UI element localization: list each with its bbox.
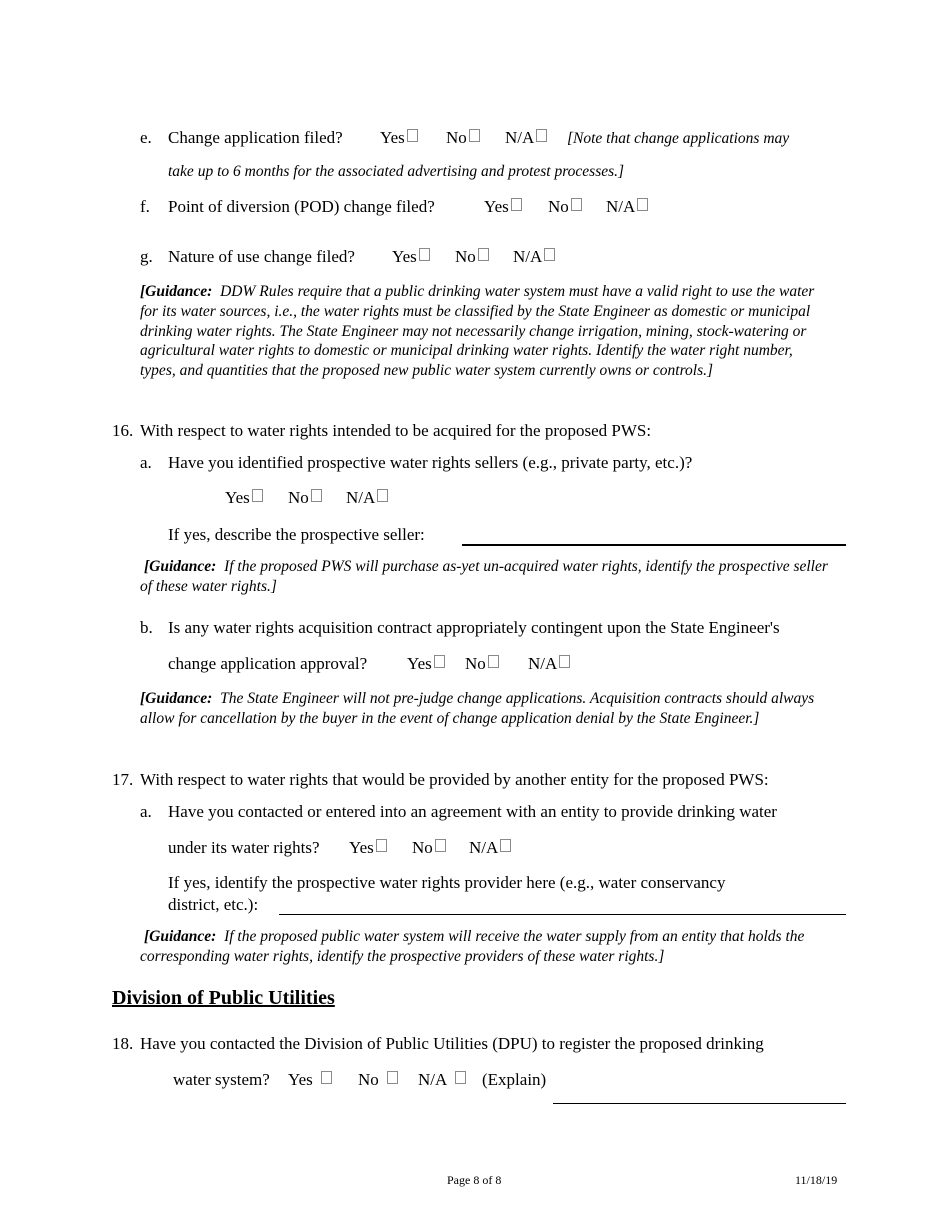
item-f-yes: Yes <box>484 197 522 217</box>
item-f-no: No <box>548 197 582 217</box>
item-e-na-checkbox[interactable] <box>536 129 547 142</box>
q16b-yes: Yes <box>407 654 445 674</box>
q16b-na-checkbox[interactable] <box>559 655 570 668</box>
q17-text: With respect to water rights that would be provided by another entity for the proposed PWS: <box>140 770 769 789</box>
item-g-question: Nature of use change filed? <box>168 247 355 266</box>
item-e-na: N/A <box>505 128 547 148</box>
item-f-yes-checkbox[interactable] <box>511 198 522 211</box>
q17a-no-checkbox[interactable] <box>435 839 446 852</box>
item-e-marker: e. <box>140 128 152 147</box>
q16a-no-checkbox[interactable] <box>311 489 322 502</box>
item-g-yes: Yes <box>392 247 430 267</box>
q16b-na: N/A <box>528 654 570 674</box>
q17a-marker: a. <box>140 802 152 821</box>
q18-na-checkbox[interactable] <box>455 1071 466 1084</box>
q18-text-continued: water system? <box>173 1070 270 1089</box>
item-f-no-checkbox[interactable] <box>571 198 582 211</box>
q17a-question-continued: under its water rights? <box>168 838 320 857</box>
q16a-no: No <box>288 488 322 508</box>
q16a-yes-checkbox[interactable] <box>252 489 263 502</box>
q16a-if-yes-label: If yes, describe the prospective seller: <box>168 525 425 544</box>
q17a-provider-field[interactable] <box>279 914 846 915</box>
q16a-na-checkbox[interactable] <box>377 489 388 502</box>
q17a-na: N/A <box>469 838 511 858</box>
item-f-marker: f. <box>140 197 150 216</box>
item-e-yes: Yes <box>380 128 418 148</box>
guidance-acquisition-contracts: [Guidance: The State Engineer will not pre-judge change applications. Acquisition contracts should always allow for cancellation by the buyer in the event of change application denial by the State Engineer.] <box>140 690 815 727</box>
q18-text: Have you contacted the Division of Public Utilities (DPU) to register the proposed drinking <box>140 1034 764 1053</box>
page-number: Page 8 of 8 <box>447 1173 502 1187</box>
item-f-na-checkbox[interactable] <box>637 198 648 211</box>
q18-explain-field[interactable] <box>553 1103 846 1104</box>
item-g-na: N/A <box>513 247 555 267</box>
q16b-question-continued: change application approval? <box>168 654 368 673</box>
q18-na: N/A <box>418 1070 466 1090</box>
q18-yes: Yes <box>288 1070 332 1090</box>
q17a-question: Have you contacted or entered into an agreement with an entity to provide drinking water <box>168 802 777 821</box>
q16b-marker: b. <box>140 618 153 637</box>
item-e-yes-checkbox[interactable] <box>407 129 418 142</box>
q16a-yes: Yes <box>225 488 263 508</box>
q16b-no: No <box>465 654 499 674</box>
q17a-yes: Yes <box>349 838 387 858</box>
q18-yes-checkbox[interactable] <box>321 1071 332 1084</box>
section-heading: Division of Public Utilities <box>112 987 335 1009</box>
q17-number: 17. <box>112 770 134 789</box>
item-f-na: N/A <box>606 197 648 217</box>
q16a-question: Have you identified prospective water rights sellers (e.g., private party, etc.)? <box>168 453 693 472</box>
q16a-seller-field[interactable] <box>462 544 846 546</box>
q18-no-checkbox[interactable] <box>387 1071 398 1084</box>
q17a-if-yes-label: If yes, identify the prospective water rights provider here (e.g., water conservancy <box>168 873 726 892</box>
item-f-question: Point of diversion (POD) change filed? <box>168 197 435 216</box>
q17a-yes-checkbox[interactable] <box>376 839 387 852</box>
q16b-yes-checkbox[interactable] <box>434 655 445 668</box>
item-e-question: Change application filed? <box>168 128 343 147</box>
item-e-no-checkbox[interactable] <box>469 129 480 142</box>
guidance-water-rights: [Guidance: DDW Rules require that a public drinking water system must have a valid right to use the water for its water sources, i.e., the water rights must be classified by the State Engineer as domestic or municipal drinking water rights. The State Engineer may not necessarily change irrigation, mining, stock-watering or agricultural water rights to domestic or municipal drinking water rights. Identify the water right number, types, and quantities that the proposed new public water system currently owns or controls.] <box>140 283 815 380</box>
q17a-na-checkbox[interactable] <box>500 839 511 852</box>
item-e-no: No <box>446 128 480 148</box>
q18-no: No <box>358 1070 398 1090</box>
item-e-note: [Note that change applications may <box>567 130 790 147</box>
item-g-yes-checkbox[interactable] <box>419 248 430 261</box>
guidance-prospective-providers: [Guidance: If the proposed public water system will receive the water supply from an entity that holds the corresponding water rights, identify the prospective providers of these water rights.] <box>140 928 805 965</box>
q17a-if-yes-label-continued: district, etc.): <box>168 895 259 914</box>
item-g-na-checkbox[interactable] <box>544 248 555 261</box>
item-g-no: No <box>455 247 489 267</box>
item-e-note-continued: take up to 6 months for the associated advertising and protest processes.] <box>168 163 625 180</box>
q18-explain-label: (Explain) <box>482 1070 547 1089</box>
item-g-marker: g. <box>140 247 153 266</box>
q16b-question: Is any water rights acquisition contract appropriately contingent upon the State Engineer's <box>168 618 780 637</box>
q16-text: With respect to water rights intended to be acquired for the proposed PWS: <box>140 421 652 440</box>
guidance-prospective-seller: [Guidance: If the proposed PWS will purchase as-yet un-acquired water rights, identify the prospective seller of these water rights.] <box>140 558 828 595</box>
q16a-marker: a. <box>140 453 152 472</box>
q16-number: 16. <box>112 421 134 440</box>
q18-number: 18. <box>112 1034 134 1053</box>
item-g-no-checkbox[interactable] <box>478 248 489 261</box>
q17a-no: No <box>412 838 446 858</box>
q16a-na: N/A <box>346 488 388 508</box>
q16b-no-checkbox[interactable] <box>488 655 499 668</box>
revision-date: 11/18/19 <box>795 1173 838 1187</box>
